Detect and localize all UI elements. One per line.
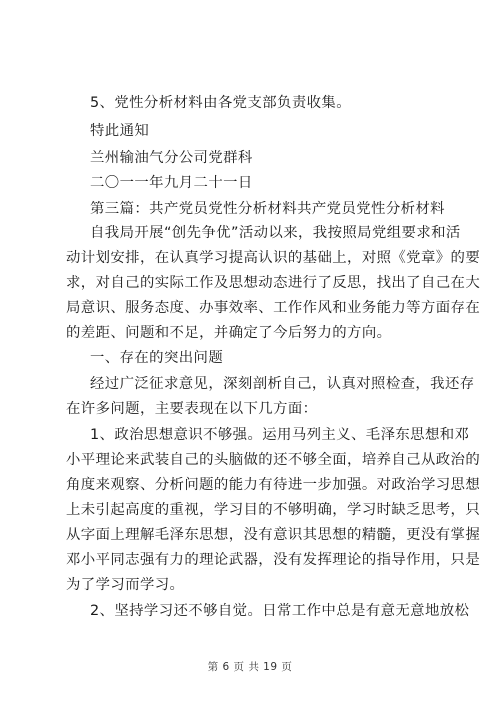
text-line-notice: 特此通知	[90, 123, 150, 139]
paragraph-line: 在许多问题，主要表现在以下几方面：	[66, 401, 318, 417]
text-line-date: 二〇一一年九月二十一日	[90, 175, 253, 191]
paragraph-line: 从字面上理解毛泽东思想，没有意识其思想的精髓，更没有掌握	[66, 527, 481, 543]
section-heading: 第三篇：共产党员党性分析材料共产党员党性分析材料	[90, 201, 445, 217]
paragraph-line: 上未引起高度的重视，学习目的不够明确，学习时缺乏思考，只	[66, 502, 481, 518]
paragraph-line: 角度来观察、分析问题的能力有待进一步加强。对政治学习思想	[66, 477, 481, 493]
text-line-org: 兰州输油气分公司党群科	[90, 150, 253, 166]
text-line-item5: 5、党性分析材料由各党支部负责收集。	[90, 95, 351, 111]
paragraph-line: 局意识、服务态度、办事效率、工作作风和业务能力等方面存在	[66, 300, 481, 316]
paragraph-line: 动计划安排，在认真学习提高认识的基础上，对照《党章》的要	[66, 250, 481, 266]
subheading: 一、存在的突出问题	[90, 350, 224, 366]
page-number-footer: 第 6 页 共 19 页	[207, 661, 293, 673]
paragraph-line: 自我局开展“创先争优”活动以来，我按照局党组要求和活	[90, 225, 461, 241]
paragraph-line: 邓小平同志强有力的理论武器，没有发挥理论的指导作用，只是	[66, 552, 481, 568]
paragraph-line: 的差距、问题和不足，并确定了今后努力的方向。	[66, 325, 392, 341]
paragraph-line: 1、政治思想意识不够强。运用马列主义、毛泽东思想和邓	[90, 427, 470, 443]
paragraph-line: 2、坚持学习还不够自觉。日常工作中总是有意无意地放松	[90, 603, 470, 619]
paragraph-line: 经过广泛征求意见，深刻剖析自己，认真对照检查，我还存	[90, 376, 475, 392]
paragraph-line: 为了学习而学习。	[66, 577, 185, 593]
paragraph-line: 求，对自己的实际工作及思想动态进行了反思，找出了自己在大	[66, 275, 481, 291]
paragraph-line: 小平理论来武装自己的头脑做的还不够全面，培养自己从政治的	[66, 452, 481, 468]
